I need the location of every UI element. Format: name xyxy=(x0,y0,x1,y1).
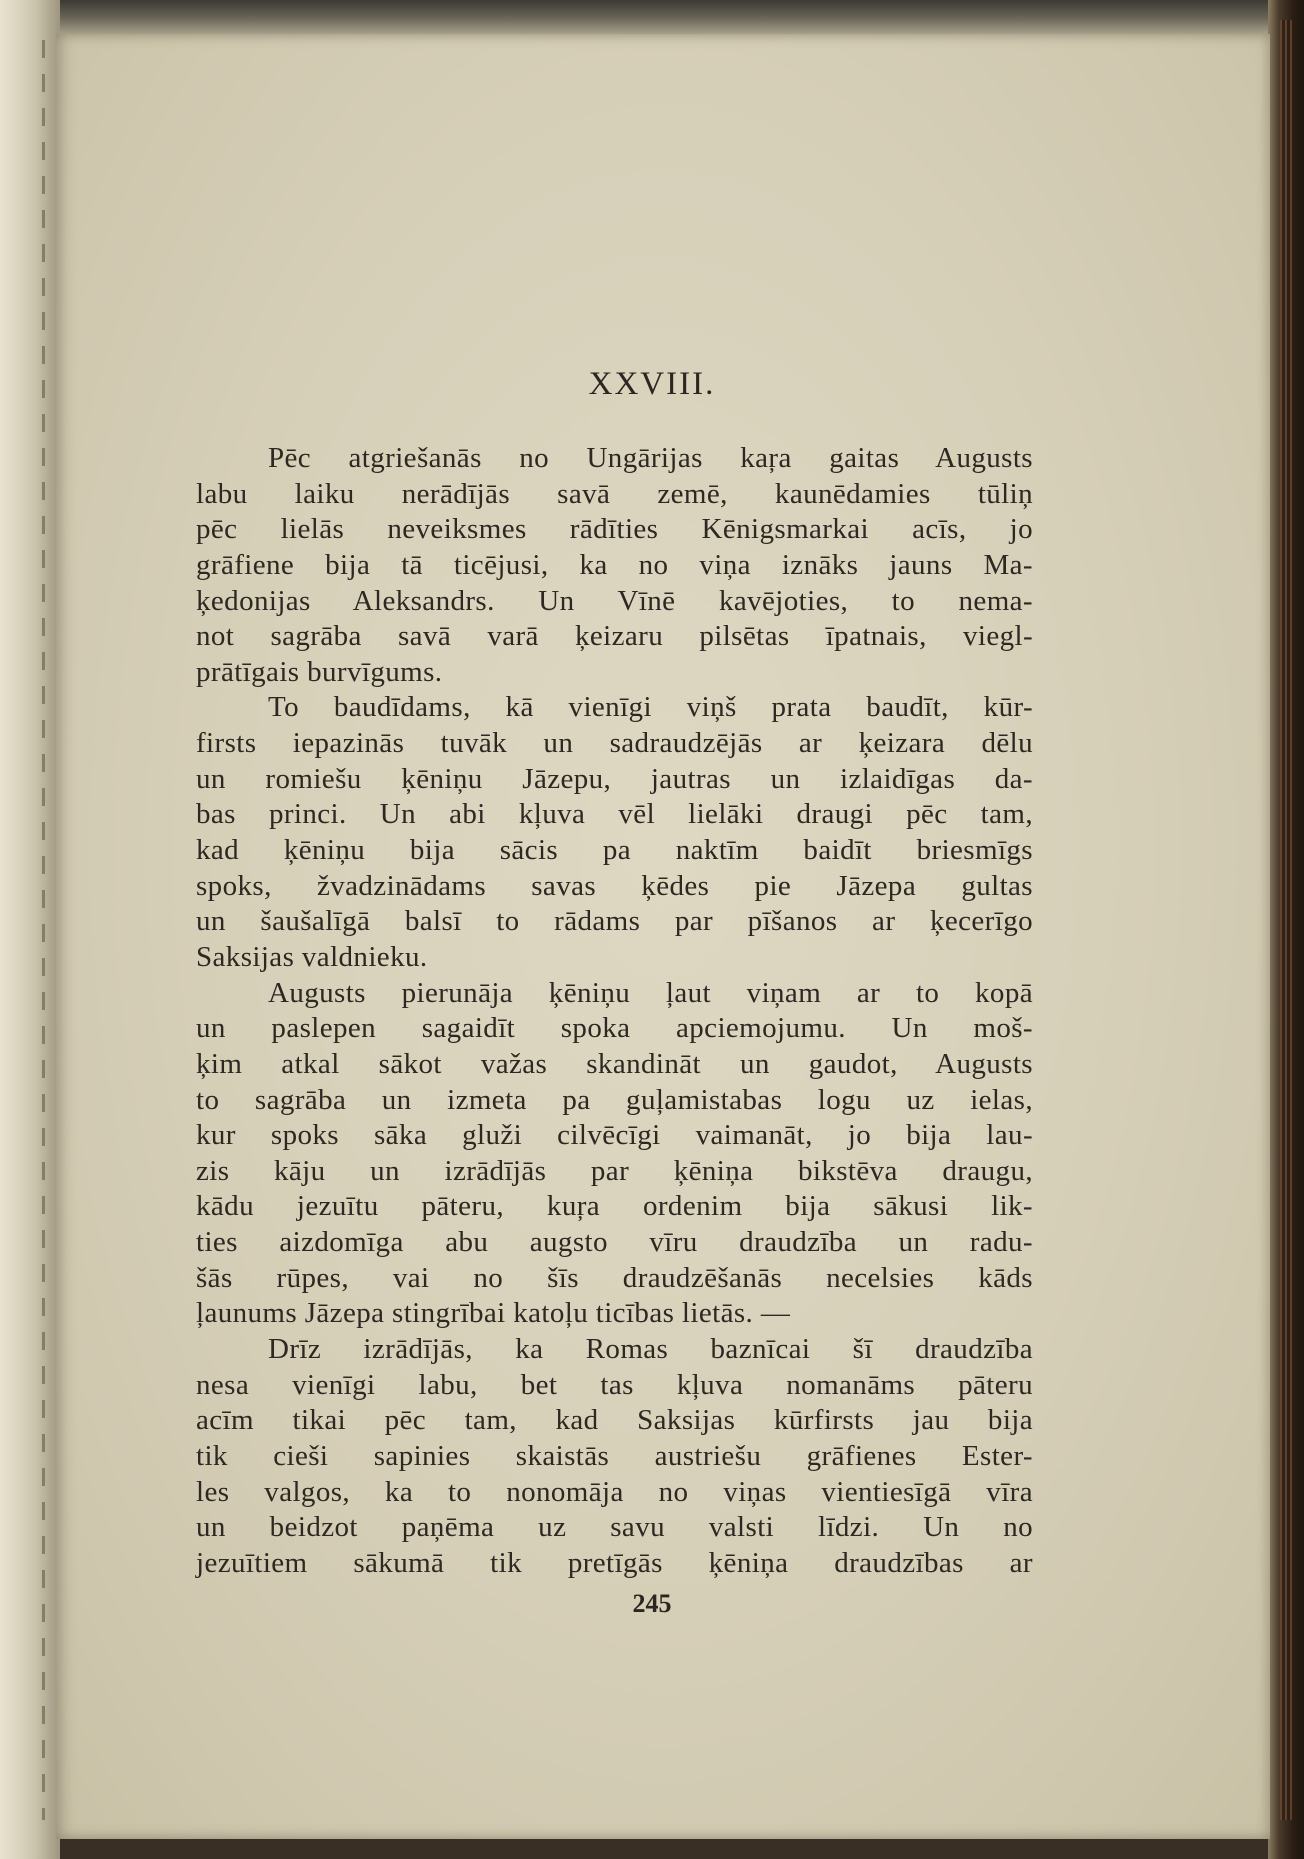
text-line: tik cieši sapinies skaistās austriešu grāfienes Ester- xyxy=(196,1439,1033,1472)
body-text xyxy=(196,441,1033,1582)
text-line: nesa vienīgi labu, bet tas kļuva nomanāms pāteru xyxy=(196,1368,1033,1401)
text-line: kādu jezuītu pāteru, kuŗa ordenim bija sākusi lik- xyxy=(196,1190,1033,1223)
text-line: un šaušalīgā balsī to rādams par pīšanos ar ķecerīgo xyxy=(196,905,1033,938)
text-line: bas princi. Un abi kļuva vēl lielāki draugi pēc tam, xyxy=(196,798,1033,831)
text-line: zis kāju un izrādījās par ķēniņa bikstēva draugu, xyxy=(196,1154,1033,1187)
page-edge-lines xyxy=(1280,20,1294,1820)
text-line: To baudīdams, kā vienīgi viņš prata baudīt, kūr- xyxy=(268,691,1033,724)
book-binding xyxy=(0,0,60,1859)
chapter-title: XXVIII. xyxy=(588,366,716,402)
book-page-edges xyxy=(1268,0,1304,1859)
text-line: acīm tikai pēc tam, kad Saksijas kūrfirsts jau bija xyxy=(196,1404,1033,1437)
text-line: ķedonijas Aleksandrs. Un Vīnē kavējoties, to nema- xyxy=(196,584,1033,617)
text-line: un paslepen sagaidīt spoka apciemojumu. Un moš- xyxy=(196,1012,1033,1045)
text-line: ļaunums Jāzepa stingrībai katoļu ticības lietās. — xyxy=(196,1297,791,1330)
text-line: les valgos, ka to nonomāja no viņas vientiesīgā vīra xyxy=(196,1475,1033,1508)
text-line: un romiešu ķēniņu Jāzepu, jautras un izlaidīgas da- xyxy=(196,762,1033,795)
text-line: jezuītiem sākumā tik pretīgās ķēniņa draudzības ar xyxy=(196,1546,1033,1579)
text-line: kur spoks sāka gluži cilvēcīgi vaimanāt, jo bija lau- xyxy=(196,1119,1033,1152)
text-line: ķim atkal sākot važas skandināt un gaudot, Augusts xyxy=(196,1047,1033,1080)
text-line: Augusts pierunāja ķēniņu ļaut viņam ar to kopā xyxy=(268,976,1033,1009)
text-line: grāfiene bija tā ticējusi, ka no viņa iznāks jauns Ma- xyxy=(196,548,1033,581)
text-line: to sagrāba un izmeta pa guļamistabas logu uz ielas, xyxy=(196,1083,1033,1116)
text-line: Saksijas valdnieku. xyxy=(196,940,428,973)
text-line: šās rūpes, vai no šīs draudzēšanās necelsies kāds xyxy=(196,1261,1033,1294)
text-line: ties aizdomīga abu augsto vīru draudzība un radu- xyxy=(196,1226,1033,1259)
text-line: pēc lielās neveiksmes rādīties Kēnigsmarkai acīs, jo xyxy=(196,513,1033,546)
page-number: 245 xyxy=(632,1589,672,1618)
binding-stitching xyxy=(42,40,45,1820)
text-line: not sagrāba savā varā ķeizaru pilsētas īpatnais, viegl- xyxy=(196,620,1033,653)
text-line: prātīgais burvīgums. xyxy=(196,655,443,688)
text-line: kad ķēniņu bija sācis pa naktīm baidīt briesmīgs xyxy=(196,834,1033,867)
text-line: Drīz izrādījās, ka Romas baznīcai šī draudzība xyxy=(268,1333,1033,1366)
text-line: labu laiku nerādījās savā zemē, kaunēdamies tūliņ xyxy=(196,477,1033,510)
text-line: spoks, žvadzinādams savas ķēdes pie Jāzepa gultas xyxy=(196,869,1033,902)
text-line: un beidzot paņēma uz savu valsti līdzi. Un no xyxy=(196,1511,1033,1544)
text-line: firsts iepazinās tuvāk un sadraudzējās ar ķeizara dēlu xyxy=(196,727,1033,760)
text-line: Pēc atgriešanās no Ungārijas kaŗa gaitas Augusts xyxy=(268,442,1033,474)
